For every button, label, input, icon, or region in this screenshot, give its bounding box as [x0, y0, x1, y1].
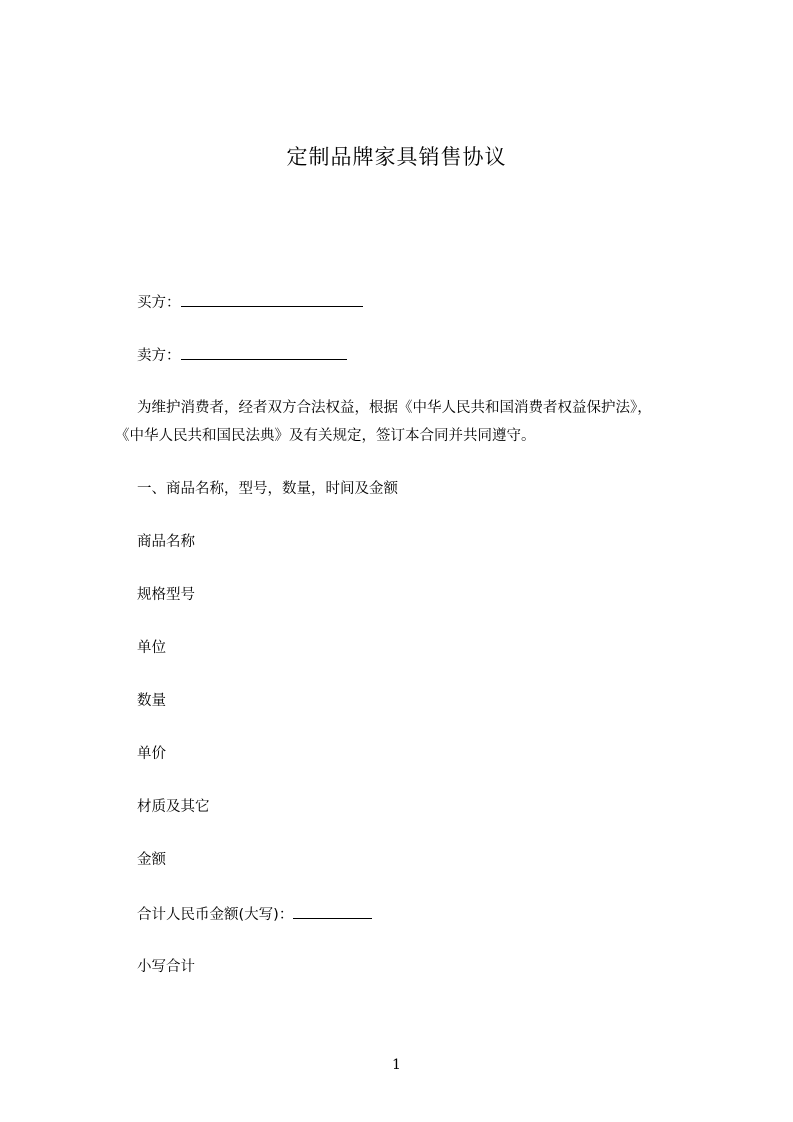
seller-blank[interactable]: [181, 345, 347, 360]
total-rmb-label: 合计人民币金额(大写)：: [137, 907, 294, 923]
field-unit: 单位: [137, 640, 166, 656]
small-total-label: 小写合计: [137, 959, 195, 975]
intro-line-1: 为维护消费者，经者双方合法权益，根据《中华人民共和国消费者权益保护法》，: [137, 400, 652, 416]
total-rmb-blank[interactable]: [293, 904, 372, 919]
page-number: 1: [392, 1057, 401, 1073]
section1-heading: 一、商品名称，型号，数量，时间及金额: [137, 481, 398, 497]
field-amount: 金额: [137, 852, 166, 868]
intro-paragraph: [115, 394, 695, 450]
intro-line-2: 《中华人民共和国民法典》及有关规定，签订本合同并共同遵守。: [115, 428, 536, 444]
buyer-label: 买方：: [137, 295, 181, 311]
field-product-name: 商品名称: [137, 534, 195, 550]
field-quantity: 数量: [137, 693, 166, 709]
field-spec-model: 规格型号: [137, 587, 195, 603]
document-title: 定制品牌家具销售协议: [286, 145, 507, 169]
seller-line: [137, 345, 347, 366]
buyer-blank[interactable]: [181, 292, 363, 307]
buyer-line: [137, 292, 363, 313]
field-unit-price: 单价: [137, 746, 166, 762]
total-rmb-line: [137, 904, 372, 925]
field-material: 材质及其它: [137, 799, 210, 815]
seller-label: 卖方：: [137, 348, 181, 364]
